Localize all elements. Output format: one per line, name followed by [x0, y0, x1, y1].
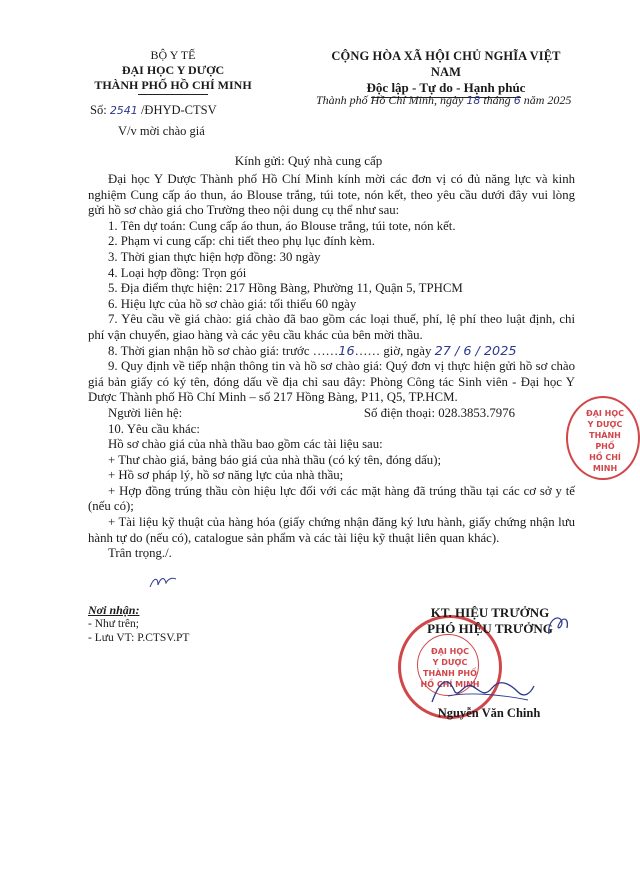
date-month: 6: [513, 94, 521, 107]
required-doc-3: + Hợp đồng trúng thầu còn hiệu lực đối với các mặt hàng đã trúng thầu tại các cơ sở y tế (nếu có);: [88, 483, 575, 514]
required-doc-4: + Tài liệu kỹ thuật của hàng hóa (giấy chứng nhận đăng ký lưu hành, giấy chứng nhận lưu hành tự do (nếu có), catalogue sản phẩm và các tài liệu kỹ thuật liên quan khác).: [88, 515, 575, 545]
item-1: 1. Tên dự toán: Cung cấp áo thun, áo Blouse trắng, túi tote, nón kết.: [108, 218, 456, 233]
item-8-prefix: 8. Thời gian nhận hồ sơ chào giá: trước ……: [108, 343, 339, 358]
national-header: [316, 48, 576, 98]
signer-name: Nguyễn Văn Chinh: [437, 706, 541, 720]
national-motto: Độc lập - Tự do - Hạnh phúc: [366, 80, 526, 95]
ministry-name: BỘ Y TẾ: [150, 48, 196, 62]
recipients-title: Nơi nhận:: [88, 603, 140, 617]
university-city: THÀNH PHỐ HỒ CHÍ MINH: [94, 78, 252, 92]
date-year: năm 2025: [523, 93, 572, 107]
item-8: [88, 344, 575, 360]
item-8-hour: 16: [338, 343, 355, 359]
item-8-mid: …… giờ, ngày: [354, 343, 432, 358]
issue-date: [316, 93, 606, 108]
letter-body: [88, 172, 575, 562]
document-number-value: 2541: [109, 104, 138, 117]
document-number-suffix: /ĐHYD-CTSV: [140, 103, 217, 117]
issuer-underline: [138, 94, 208, 95]
closing-line: Trân trọng./.: [108, 546, 172, 561]
item-10-intro: Hồ sơ chào giá của nhà thầu bao gồm các tài liệu sau:: [108, 437, 383, 452]
item-4: 4. Loại hợp đồng: Trọn gói: [108, 265, 247, 280]
signature-title-1: KT. HIỆU TRƯỞNG: [430, 605, 550, 620]
item-9: 9. Quy định về tiếp nhận thông tin và hồ sơ chào giá: Quý đơn vị thực hiện gửi hồ sơ chào giá bản giấy có ký tên, đóng dấu về địa chỉ sau đây: Phòng Công tác Sinh viên - Đại học Y Dược Thành phố Hồ Chí Minh – số 217 Hồng Bàng, P11, Q5, TP.HCM.: [88, 359, 575, 405]
document-number-label: Số:: [90, 103, 107, 117]
item-8-date: 27 / 6 / 2025: [434, 343, 517, 359]
contact-row: [88, 406, 575, 422]
side-stamp-line-1: ĐẠI HỌC: [585, 409, 625, 418]
item-10: 10. Yêu cầu khác:: [108, 421, 200, 436]
item-3: 3. Thời gian thực hiện hợp đồng: 30 ngày: [108, 249, 321, 264]
side-stamp-line-3: THÀNH PHỐ: [589, 431, 621, 451]
date-prefix: Thành phố Hồ Chí Minh, ngày: [316, 93, 464, 107]
salutation: Kính gửi: Quý nhà cung cấp: [234, 153, 383, 168]
required-doc-2: + Hồ sơ pháp lý, hồ sơ năng lực của nhà thầu;: [108, 468, 344, 483]
country-name: CỘNG HÒA XÃ HỘI CHỦ NGHĨA VIỆT NAM: [331, 49, 561, 79]
item-7: 7. Yêu cầu về giá chào: giá chào đã bao gồm các loại thuế, phí, lệ phí theo luật định, chi phí vận chuyển, giao hàng và các yêu cầu khác của bên mời thầu.: [88, 312, 575, 342]
contact-label: Người liên hệ:: [108, 405, 183, 420]
stamp-line-1: ĐẠI HỌC: [430, 647, 470, 656]
item-2: 2. Phạm vi cung cấp: chi tiết theo phụ lục đính kèm.: [108, 234, 375, 249]
handwritten-signature-icon: [428, 672, 538, 708]
recipient-2: - Lưu VT: P.CTSV.PT: [88, 632, 190, 644]
signature-title-2: PHÓ HIỆU TRƯỞNG: [427, 621, 553, 636]
initials-signature-icon: [148, 573, 178, 591]
side-stamp-line-4: HỒ CHÍ MINH: [589, 453, 621, 473]
document-number: [90, 103, 217, 118]
item-5: 5. Địa điểm thực hiện: 217 Hồng Bàng, Phường 11, Quận 5, TPHCM: [108, 281, 463, 296]
issuer-header: [88, 48, 258, 95]
intro-paragraph: Đại học Y Dược Thành phố Hồ Chí Minh kính mời các đơn vị có đủ năng lực và kinh nghiệm Cung cấp áo thun, áo Blouse trắng, túi tote, nón kết, theo yêu cầu dưới đây vui lòng gửi hồ sơ chào giá cho Trường theo nội dung cụ thể như sau:: [88, 172, 575, 218]
date-month-label: tháng: [483, 93, 511, 107]
side-stamp-icon: [566, 396, 640, 480]
university-name: ĐẠI HỌC Y DƯỢC: [121, 63, 225, 77]
date-day: 18: [466, 94, 481, 107]
contact-phone: Số điện thoại: 028.3853.7976: [363, 405, 515, 420]
stamp-line-2: Y DƯỢC: [432, 658, 468, 667]
stamp-line-4: HỒ CHÍ MINH: [420, 680, 480, 689]
side-stamp-line-2: Y DƯỢC: [587, 420, 623, 429]
document-subject: V/v mời chào giá: [118, 124, 205, 138]
item-6: 6. Hiệu lực của hồ sơ chào giá: tối thiểu 60 ngày: [108, 296, 357, 311]
recipients-block: [88, 603, 189, 645]
recipient-1: - Như trên;: [88, 618, 139, 630]
signature-mark-icon: [545, 610, 571, 640]
stamp-line-3: THÀNH PHỐ: [423, 669, 477, 678]
side-stamp-text: [580, 408, 630, 474]
required-doc-1: + Thư chào giá, bảng báo giá của nhà thầu (có ký tên, đóng dấu);: [108, 452, 442, 467]
